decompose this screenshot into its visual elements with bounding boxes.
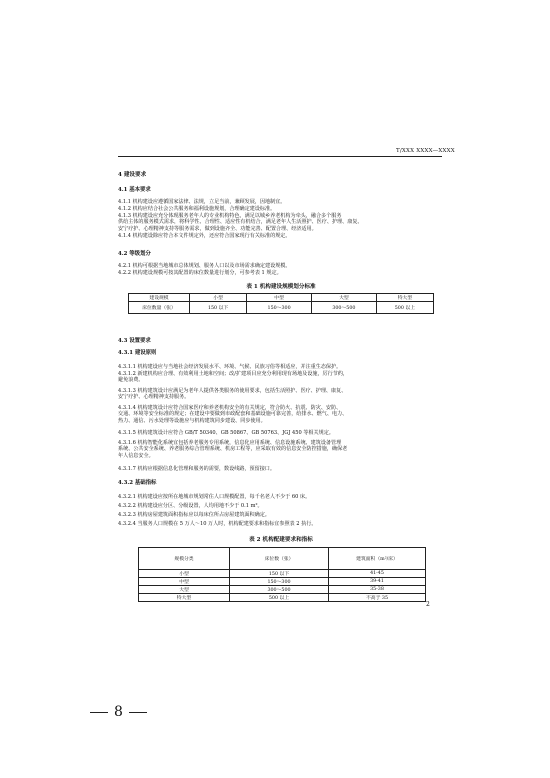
clause-4-3-1-7: 4.3.1.7 机构应根据信息化管理和服务的需要，数设线路，预留接口。 [118, 466, 275, 472]
clause-4-3-1-1: 4.3.1.1 机构建设应与当地社会经济发展水平、环境、气候、民族习俗等相适应，并注重生态保护。 [118, 364, 342, 370]
section-4-heading: 4 建设要求 [118, 172, 147, 178]
section-4-2-heading: 4.2 等级划分 [118, 251, 151, 257]
clause-4-3-2-3: 4.3.2.3 机构房屋建筑面积指标应以每床位所占房屋建筑面积确定。 [118, 512, 270, 518]
table-1 [128, 293, 434, 314]
table-1-header-cell: 中型 [247, 294, 312, 302]
clause-4-1-4: 4.1.4 机构建设除应符合本文件规定外，还应符合国家现行有关标准的规定。 [118, 233, 291, 239]
table-2-cell: 41-45 [329, 570, 426, 578]
table-2-header-cell: 建筑面积（m²/床） [329, 548, 426, 570]
section-4-3-heading: 4.3 设置要求 [118, 338, 151, 344]
table-2-cell: 不高于 35 [329, 594, 426, 602]
clause-4-1-3-line-1: 4.1.3 机构建设应充分体现服务老年人的专业机构特色，满足以城乡养老机构为牵头，融合多个服务 [118, 213, 342, 219]
section-4-3-1-heading: 4.3.1 建设原则 [118, 350, 157, 356]
table-2-cell: 特大型 [139, 594, 230, 602]
clause-4-3-1-3-line-2: 安宁疗护、心理精神支持服务。 [118, 394, 190, 401]
clause-4-3-1-4-line-1: 4.3.1.4 机构建筑设计应符合国家医疗和养老机构安全的有关规定，符合防火、抗震、防灾、安防、 [118, 405, 342, 411]
table-row [139, 548, 426, 570]
table-1-cell: 300～500 [311, 302, 376, 314]
clause-4-3-2-2: 4.3.2.2 机构建设应分区、分级设置，人均用地不少于 0.1 m²。 [118, 503, 263, 509]
table-2-header-cell: 规模分类 [139, 548, 230, 570]
table-2-cell: 150 以下 [230, 570, 329, 578]
clause-4-3-1-3 [118, 388, 444, 401]
table-1-header-cell: 建设规模 [129, 294, 190, 302]
clause-4-2-1: 4.2.1 机构可根据当地城市总体规划、服务人口以及市场需求确定建设规模。 [118, 263, 291, 269]
table-1-caption: 表 1 机构建设规模划分标准 [246, 284, 316, 290]
clause-4-3-1-2 [118, 371, 444, 384]
clause-4-1-3-line-3: 安宁疗护、心理精神支持等服务需求，做到设施齐全、功能完善、配置合理、经济适用。 [118, 225, 317, 232]
table-2 [138, 547, 426, 602]
clause-4-1-2: 4.1.2 机构应结合社会公共服务和福利设施规划，合理确定建设标准。 [118, 206, 276, 212]
table-2-cell: 39-41 [329, 578, 426, 586]
section-4-3-2-heading: 4.3.2 基础指标 [118, 480, 157, 486]
table-1-header-cell: 大型 [311, 294, 376, 302]
table-2-cell: 150～300 [230, 578, 329, 586]
table-1-row-label: 床位数量（张） [129, 302, 190, 314]
clause-4-3-1-5: 4.3.1.5 机构建筑设计应符合 GB/T 50340、GB 50867、GB 50763、JGJ 450 等相关规定。 [118, 430, 334, 436]
footer-dash-right [129, 712, 147, 713]
clause-4-3-1-2-line-1: 4.3.1.2 新建机构应合理、有效利用土地和空间；改/扩建项目应充分利用现有场地及设施，厉行节约， [118, 371, 349, 377]
clause-4-3-1-3-line-1: 4.3.1.3 机构建筑设计应满足为老年人提供各类服务的使用要求，包括生活照护、医疗、护理、康复、 [118, 388, 347, 394]
table-row [139, 570, 426, 578]
table-1-header-cell: 小型 [190, 294, 247, 302]
clause-4-1-1: 4.1.1 机构建设应遵循国家法律、法规，立足当前，兼顾发展，因地制宜。 [118, 199, 286, 205]
table-row [139, 578, 426, 586]
section-4-1-heading: 4.1 基本要求 [118, 187, 151, 193]
standard-code: T/XXX XXXX—XXXX [396, 148, 455, 154]
table-2-cell: 中型 [139, 578, 230, 586]
table-row [129, 302, 434, 314]
table-1-cell: 500 以上 [376, 302, 433, 314]
footer-dash-left [90, 712, 108, 713]
page-number: 2 [426, 601, 430, 608]
header-rule [118, 156, 442, 157]
table-2-caption: 表 2 机构配建要求和指标 [249, 537, 313, 543]
clause-4-1-3-line-2: 供给主体的服务模式需求，将科学性、合理性、适应性有机结合，满足老年人生活照护、医疗、护理、康复、 [118, 219, 363, 226]
table-2-cell: 500 以上 [230, 594, 329, 602]
table-row [139, 594, 426, 602]
table-2-header-cell: 床位数（张） [230, 548, 329, 570]
table-row [139, 586, 426, 594]
clause-4-2-2: 4.2.2 机构建设规模可按其配置的床位数量进行划分，可参考表 1 规定。 [118, 270, 282, 276]
clause-4-3-1-6-line-2: 系统、公共安全系统、养老服务综合管理系统、机房工程等，应采取有效的信息安全防控措施，确保老 [118, 446, 348, 453]
clause-4-1-3 [118, 213, 444, 232]
table-1-cell: 150 以下 [190, 302, 247, 314]
footer-page-number [84, 704, 153, 720]
clause-4-3-1-4-line-2: 交通、环境等安全标准的规定；在建设中要做到市政配套和基础设施可靠完善，给排水、燃气、电力、 [118, 411, 348, 418]
table-2-cell: 小型 [139, 570, 230, 578]
table-1-header-cell: 特大型 [376, 294, 433, 302]
table-2-cell: 35-38 [329, 586, 426, 594]
clause-4-3-1-2-line-2: 避免浪费。 [118, 377, 144, 384]
clause-4-3-1-6-line-1: 4.3.1.6 机构智能化系统宜包括养老服务专用系统，信息化应用系统、信息设施系统、建筑设备管理 [118, 440, 342, 446]
table-row [129, 294, 434, 302]
clause-4-3-1-4 [118, 405, 444, 424]
clause-4-3-2-1: 4.3.2.1 机构建设应按所在地城市规划常住人口规模配置，每千名老人不少于 60 床。 [118, 494, 311, 500]
table-2-cell: 大型 [139, 586, 230, 594]
table-2-cell: 300～500 [230, 586, 329, 594]
clause-4-3-1-6-line-3: 年人信息安全。 [118, 452, 154, 459]
footer-page-label: 8 [114, 704, 123, 720]
clause-4-3-1-4-line-3: 热力、通信、污水处理等设施应与机构建筑同步建设、同步使用。 [118, 417, 266, 424]
table-1-cell: 150～300 [247, 302, 312, 314]
clause-4-3-2-4: 4.3.2.4 当服务人口规模在 5 万人～10 万人时，机构配建要求和指标宜参照表 2 执行。 [118, 521, 317, 527]
clause-4-3-1-6 [118, 440, 444, 459]
